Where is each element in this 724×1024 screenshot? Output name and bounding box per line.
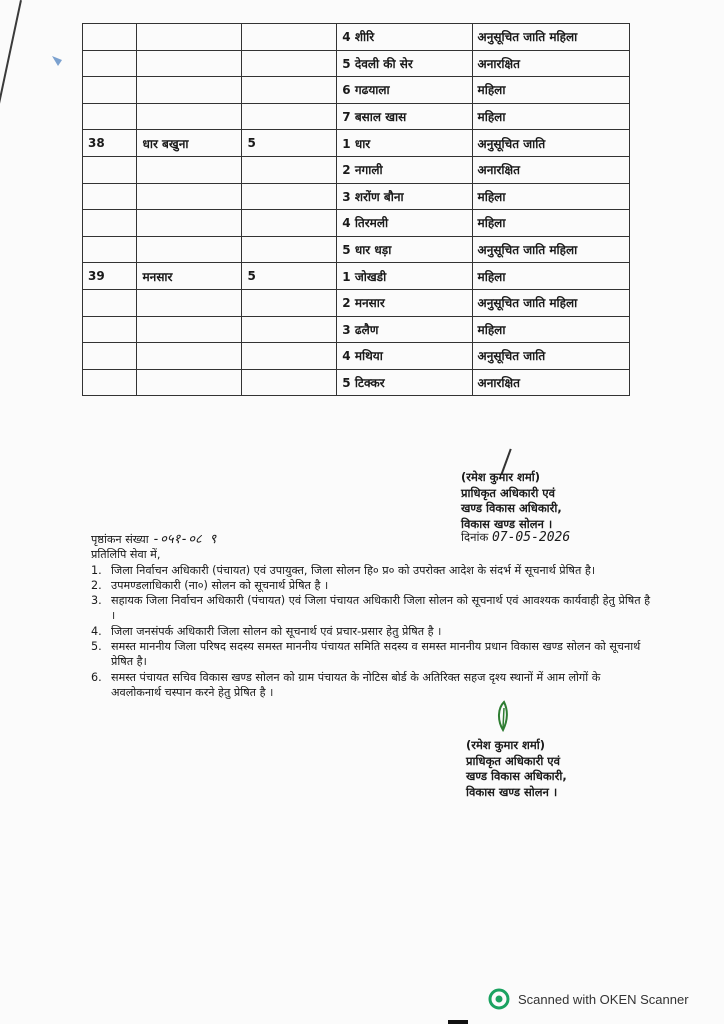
ward-count-cell bbox=[242, 236, 337, 263]
oken-scanner-logo-icon bbox=[488, 988, 510, 1010]
ward-count-cell: 5 bbox=[242, 130, 337, 157]
panchayat-name-cell bbox=[137, 50, 242, 77]
ward-count-cell bbox=[242, 210, 337, 237]
bottom-edge-mark bbox=[448, 1020, 468, 1024]
table-row bbox=[83, 263, 630, 290]
reservation-category-cell: अनारक्षित bbox=[472, 369, 629, 396]
table-row bbox=[83, 289, 630, 316]
ward-name-cell: 2 मनसार bbox=[337, 289, 472, 316]
list-item-text: समस्त माननीय जिला परिषद सदस्य समस्त माननीय पंचायत समिति सदस्य व समस्त माननीय प्रधान विकास खण्ड सोलन को सूचनार्थ प्रेषित है। bbox=[111, 640, 641, 669]
ward-name-cell: 5 धार धड़ा bbox=[337, 236, 472, 263]
list-item-text: जिला निर्वाचन अधिकारी (पंचायत) एवं उपायुक्त, जिला सोलन हि० प्र० को उपरोक्त आदेश के संदर्भ में सूचनार्थ प्रेषित है। bbox=[111, 563, 596, 577]
panchayat-name-cell bbox=[137, 156, 242, 183]
ward-count-cell bbox=[242, 289, 337, 316]
list-item-number: 6. bbox=[91, 670, 102, 684]
endorsement-date: दिनांक 07-05-2026 bbox=[461, 530, 571, 545]
reservation-category-cell: महिला bbox=[472, 103, 629, 130]
panchayat-name-cell bbox=[137, 77, 242, 104]
list-item-text: समस्त पंचायत सचिव विकास खण्ड सोलन को ग्राम पंचायत के नोटिस बोर्ड के अतिरिक्त सहज दृश्य स्थानों में आम लोगों के अवलोकनार्थ चस्पान करने हेतु प्रेषित है । bbox=[111, 670, 601, 699]
serial-number-cell bbox=[83, 156, 137, 183]
ward-name-cell: 3 शरोंण बौना bbox=[337, 183, 472, 210]
ward-name-cell: 2 नगाली bbox=[337, 156, 472, 183]
ward-name-cell: 5 टिक्कर bbox=[337, 369, 472, 396]
pen-mark-icon bbox=[50, 54, 64, 68]
reservation-category-cell: अनुसूचित जाति महिला bbox=[472, 24, 629, 51]
ward-count-cell bbox=[242, 316, 337, 343]
signature-block-1 bbox=[461, 470, 562, 532]
table-row bbox=[83, 130, 630, 157]
panchayat-name-cell bbox=[137, 103, 242, 130]
ward-count-cell bbox=[242, 50, 337, 77]
ward-count-cell bbox=[242, 343, 337, 370]
serial-number-cell: 38 bbox=[83, 130, 137, 157]
list-item-number: 3. bbox=[91, 594, 102, 608]
serial-number-cell bbox=[83, 343, 137, 370]
signature-initial-mark bbox=[494, 700, 512, 732]
serial-number-cell bbox=[83, 50, 137, 77]
serial-number-cell bbox=[83, 289, 137, 316]
reservation-category-cell: अनारक्षित bbox=[472, 50, 629, 77]
ward-name-cell: 1 जोखडी bbox=[337, 263, 472, 290]
ward-name-cell: 4 मथिया bbox=[337, 343, 472, 370]
list-item bbox=[91, 639, 651, 670]
distribution-list bbox=[91, 563, 651, 701]
table-row bbox=[83, 77, 630, 104]
reservation-category-cell: महिला bbox=[472, 210, 629, 237]
signatory-designation: खण्ड विकास अधिकारी, bbox=[461, 501, 562, 515]
reference-line: पृष्ठांकन संख्या -०५१-०८ ९ bbox=[91, 532, 217, 547]
table-row bbox=[83, 369, 630, 396]
list-item-text: जिला जनसंपर्क अधिकारी जिला सोलन को सूचनार्थ एवं प्रचार-प्रसार हेतु प्रेषित है । bbox=[111, 624, 442, 638]
ward-count-cell bbox=[242, 77, 337, 104]
ward-name-cell: 5 देवली की सेर bbox=[337, 50, 472, 77]
panchayat-name-cell bbox=[137, 369, 242, 396]
table-row bbox=[83, 236, 630, 263]
signatory-name: (रमेश कुमार शर्मा) bbox=[461, 470, 540, 484]
ward-reservation-table bbox=[82, 23, 630, 396]
list-item bbox=[91, 578, 651, 593]
table-row bbox=[83, 210, 630, 237]
ward-name-cell: 3 ढलैण bbox=[337, 316, 472, 343]
list-item-text: सहायक जिला निर्वाचन अधिकारी (पंचायत) एवं जिला पंचायत अधिकारी जिला सोलन को सूचनार्थ एवं आवश्यक कार्यवाही हेतु प्रेषित है । bbox=[111, 594, 651, 623]
panchayat-name-cell bbox=[137, 210, 242, 237]
signatory-office: विकास खण्ड सोलन । bbox=[461, 516, 553, 531]
signatory-title: प्राधिकृत अधिकारी एवं bbox=[466, 753, 561, 768]
signatory-designation: खण्ड विकास अधिकारी, bbox=[466, 769, 567, 783]
serial-number-cell bbox=[83, 24, 137, 51]
panchayat-name-cell bbox=[137, 289, 242, 316]
table-row bbox=[83, 343, 630, 370]
ward-name-cell: 4 तिरमली bbox=[337, 210, 472, 237]
panchayat-name-cell bbox=[137, 236, 242, 263]
reservation-category-cell: महिला bbox=[472, 77, 629, 104]
list-item bbox=[91, 563, 651, 578]
panchayat-name-cell bbox=[137, 343, 242, 370]
scanner-text: Scanned with OKEN Scanner bbox=[518, 991, 689, 1007]
panchayat-name-cell bbox=[137, 183, 242, 210]
panchayat-name-cell bbox=[137, 316, 242, 343]
ward-name-cell: 4 शीरि bbox=[337, 24, 472, 51]
signature-block-2 bbox=[466, 738, 567, 800]
list-item-number: 5. bbox=[91, 640, 102, 654]
ward-count-cell bbox=[242, 156, 337, 183]
ward-count-cell: 5 bbox=[242, 263, 337, 290]
table-row bbox=[83, 156, 630, 183]
endorsement-section bbox=[91, 532, 651, 700]
serial-number-cell bbox=[83, 236, 137, 263]
reservation-category-cell: अनुसूचित जाति bbox=[472, 130, 629, 157]
ward-count-cell bbox=[242, 369, 337, 396]
list-item-number: 1. bbox=[91, 563, 102, 577]
ward-name-cell: 6 गढयाला bbox=[337, 77, 472, 104]
reservation-category-cell: अनुसूचित जाति महिला bbox=[472, 289, 629, 316]
panchayat-name-cell: मनसार bbox=[137, 263, 242, 290]
list-item bbox=[91, 670, 651, 701]
panchayat-name-cell bbox=[137, 24, 242, 51]
copy-to-heading: प्रतिलिपि सेवा में, bbox=[91, 548, 161, 562]
signatory-office: विकास खण्ड सोलन । bbox=[466, 784, 558, 799]
list-item-text: उपमण्डलाधिकारी (ना०) सोलन को सूचनार्थ प्रेषित है । bbox=[111, 578, 329, 592]
serial-number-cell bbox=[83, 316, 137, 343]
list-item-number: 4. bbox=[91, 624, 102, 638]
table-row bbox=[83, 103, 630, 130]
table-row bbox=[83, 24, 630, 51]
pen-stroke bbox=[0, 0, 22, 201]
list-item-number: 2. bbox=[91, 578, 102, 592]
reservation-category-cell: अनारक्षित bbox=[472, 156, 629, 183]
list-item bbox=[91, 593, 651, 624]
table-row bbox=[83, 316, 630, 343]
serial-number-cell bbox=[83, 103, 137, 130]
ward-count-cell bbox=[242, 24, 337, 51]
serial-number-cell bbox=[83, 183, 137, 210]
serial-number-cell bbox=[83, 369, 137, 396]
serial-number-cell bbox=[83, 77, 137, 104]
ward-count-cell bbox=[242, 103, 337, 130]
ward-name-cell: 7 बसाल खास bbox=[337, 103, 472, 130]
ward-name-cell: 1 धार bbox=[337, 130, 472, 157]
table-row bbox=[83, 183, 630, 210]
reservation-category-cell: महिला bbox=[472, 316, 629, 343]
serial-number-cell: 39 bbox=[83, 263, 137, 290]
scanner-watermark bbox=[488, 988, 689, 1010]
panchayat-name-cell: धार बखुना bbox=[137, 130, 242, 157]
list-item bbox=[91, 624, 651, 639]
signatory-title: प्राधिकृत अधिकारी एवं bbox=[461, 485, 556, 500]
reservation-category-cell: अनुसूचित जाति महिला bbox=[472, 236, 629, 263]
signatory-name: (रमेश कुमार शर्मा) bbox=[466, 738, 545, 752]
reservation-category-cell: महिला bbox=[472, 183, 629, 210]
table-row bbox=[83, 50, 630, 77]
ward-count-cell bbox=[242, 183, 337, 210]
reservation-category-cell: महिला bbox=[472, 263, 629, 290]
reservation-category-cell: अनुसूचित जाति bbox=[472, 343, 629, 370]
serial-number-cell bbox=[83, 210, 137, 237]
